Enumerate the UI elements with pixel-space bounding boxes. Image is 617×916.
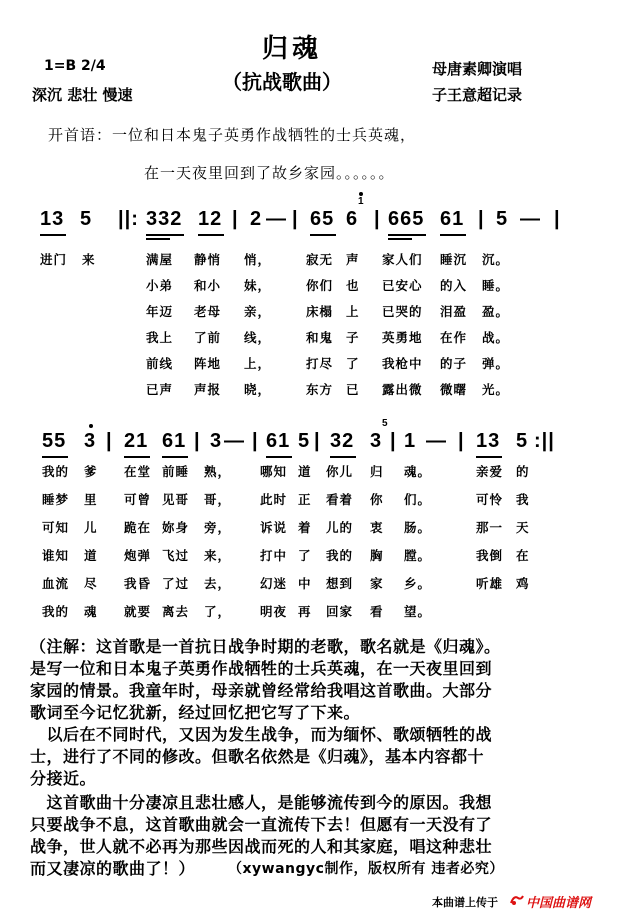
lyric-cell: 我 (516, 492, 530, 507)
lyric-cell: 了 (298, 548, 312, 563)
lyric-cell: 亲爱 (476, 464, 504, 479)
lyric-cell: 沉。 (482, 252, 510, 267)
lyric-cell: 儿的 (326, 520, 354, 535)
lyric-cell: 我昏 (124, 576, 152, 591)
lyric-cell: 去， (204, 576, 232, 591)
note-group: 61 (440, 208, 465, 230)
barline: | (390, 430, 397, 452)
lyric-cell: 血流 (42, 576, 70, 591)
lyric-cell: 满屋 (146, 252, 174, 267)
beat-underline (146, 238, 170, 240)
beat-underline (266, 456, 292, 458)
note-group: 61 (162, 430, 187, 452)
note-line: 歌词至今记忆犹新，经过回忆把它写了下来。 (30, 703, 361, 722)
beat-underline (124, 456, 150, 458)
barline: | (478, 208, 485, 230)
lyric-cell: 打尽 (306, 356, 334, 371)
lyric-cell: 你儿 (326, 464, 354, 479)
lyric-cell: 幻迷 (260, 576, 288, 591)
lyric-cell: 我倒 (476, 548, 504, 563)
lyric-cell: 中 (298, 576, 312, 591)
barline: | (554, 208, 561, 230)
lyric-cell: 静悄 (194, 252, 222, 267)
lyric-cell: 在 (516, 548, 530, 563)
brand-logo-icon (510, 894, 524, 906)
note-group: 12 (198, 208, 223, 230)
lyric-cell: 了过 (162, 576, 190, 591)
note-line: 以后在不同时代，又因为发生战争，而为缅怀、歌颂牺牲的战 (30, 725, 493, 744)
lyric-cell: 魂。 (404, 464, 432, 479)
lyric-cell: 天 (516, 520, 530, 535)
beat-underline (310, 234, 336, 236)
lyric-cell: 胸 (370, 548, 384, 563)
lyric-cell: 衷 (370, 520, 384, 535)
beat-underline (198, 234, 224, 236)
lyric-cell: 年迈 (146, 304, 174, 319)
lyric-cell: 了 (346, 356, 360, 371)
note-line: 家园的情景。我童年时，母亲就曾经常给我唱这首歌曲。大部分 (30, 681, 493, 700)
lyric-cell: 我上 (146, 330, 174, 345)
lyric-cell: 前睡 (162, 464, 190, 479)
lyric-cell: 们。 (404, 492, 432, 507)
high-octave-dot (359, 192, 363, 196)
barline: | (232, 208, 239, 230)
lyric-cell: 和鬼 (306, 330, 334, 345)
lyric-cell: 哪知 (260, 464, 288, 479)
beat-underline (476, 456, 502, 458)
lyric-cell: 乡。 (404, 576, 432, 591)
beat-underline (388, 234, 426, 236)
lyric-cell: 微曙 (440, 382, 468, 397)
lyric-cell: 我的 (42, 604, 70, 619)
note-group: 3 (84, 430, 97, 452)
barline: | (106, 430, 113, 452)
lyric-cell: 炮弹 (124, 548, 152, 563)
note-line: 而又凄凉的歌曲了！） (30, 859, 196, 878)
lyric-cell: 已 (346, 382, 360, 397)
lyric-cell: 看 (370, 604, 384, 619)
lyric-cell: 的入 (440, 278, 468, 293)
note-group: 13 (476, 430, 501, 452)
lyric-cell: 就要 (124, 604, 152, 619)
lyric-cell: 妹， (244, 278, 272, 293)
lyric-cell: 在堂 (124, 464, 152, 479)
brand-link[interactable]: 中国曲谱网 (526, 896, 592, 911)
lyric-cell: 家 (370, 576, 384, 591)
beat-underline (146, 234, 184, 236)
lyric-cell: 肠。 (404, 520, 432, 535)
lyric-cell: 睡。 (482, 278, 510, 293)
lyric-cell: 归 (370, 464, 384, 479)
lyric-cell: 我的 (42, 464, 70, 479)
lyric-cell: 已哭的 (382, 304, 423, 319)
lyric-cell: 鸡 (516, 576, 530, 591)
lyric-cell: 来， (204, 548, 232, 563)
lyric-cell: 在作 (440, 330, 468, 345)
lyric-cell: 见哥 (162, 492, 190, 507)
lyric-cell: 声 (346, 252, 360, 267)
lyric-cell: 跪在 (124, 520, 152, 535)
repeat-start-barline: ||: (118, 208, 139, 230)
lyric-cell: 光。 (482, 382, 510, 397)
note-line: 这首歌曲十分凄凉且悲壮感人，是能够流传到今的原因。我想 (30, 793, 493, 812)
note-dash: — (224, 430, 245, 452)
page-subtitle: （抗战歌曲） (222, 70, 342, 94)
grace-note: 5 (382, 418, 388, 429)
barline: | (292, 208, 299, 230)
lyric-cell: 亲， (244, 304, 272, 319)
tempo-mood: 深沉 悲壮 慢速 (32, 86, 133, 104)
lyric-cell: 妳身 (162, 520, 190, 535)
note-group: 65 (310, 208, 335, 230)
lyric-cell: 盈。 (482, 304, 510, 319)
lyric-cell: 睡梦 (42, 492, 70, 507)
lyric-cell: 可知 (42, 520, 70, 535)
beat-underline (388, 238, 412, 240)
note-group: 21 (124, 430, 149, 452)
note-group: 665 (388, 208, 425, 230)
lyric-cell: 了， (204, 604, 232, 619)
lyric-cell: 前线 (146, 356, 174, 371)
lyric-cell: 声报 (194, 382, 222, 397)
lyric-cell: 露出微 (382, 382, 423, 397)
lyric-cell: 哥， (204, 492, 232, 507)
lyric-cell: 里 (84, 492, 98, 507)
page-title: 归魂 (262, 34, 323, 64)
note-line: （注解：这首歌是一首抗日战争时期的老歌，歌名就是《归魂》。 (30, 637, 501, 656)
lyric-cell: 膛。 (404, 548, 432, 563)
note-group: 6 (346, 208, 359, 230)
copyright-signature: （xywangyc制作，版权所有 违者必究） (228, 861, 504, 877)
note-group: 1 (404, 430, 417, 452)
lyric-cell: 爹 (84, 464, 98, 479)
lyric-cell: 上， (244, 356, 272, 371)
note-group: 5 (496, 208, 509, 230)
note-group: 61 (266, 430, 291, 452)
lyric-cell: 也 (346, 278, 360, 293)
beat-underline (162, 456, 188, 458)
note-group: 5 (516, 430, 529, 452)
lyric-cell: 我枪中 (382, 356, 423, 371)
note-group: 5 (80, 208, 93, 230)
lyric-cell: 睡沉 (440, 252, 468, 267)
lyric-cell: 飞过 (162, 548, 190, 563)
lyric-cell: 旁， (204, 520, 232, 535)
intro-line-2: 在一天夜里回到了故乡家园。。。。。。 (144, 164, 395, 182)
lyric-cell: 再 (298, 604, 312, 619)
barline: | (194, 430, 201, 452)
note-line: 分接近。 (30, 769, 97, 788)
lyric-cell: 魂 (84, 604, 98, 619)
lyric-cell: 泪盈 (440, 304, 468, 319)
note-group: 3 (210, 430, 223, 452)
note-line: 只要战争不息，这首歌曲就会一直流传下去！但愿有一天没有了 (30, 815, 493, 834)
lyric-cell: 正 (298, 492, 312, 507)
lyric-cell: 寂无 (306, 252, 334, 267)
note-dash: — (266, 208, 287, 230)
lyric-cell: 熟， (204, 464, 232, 479)
lyric-cell: 老母 (194, 304, 222, 319)
lyric-cell: 听雄 (476, 576, 504, 591)
lyric-cell: 战。 (482, 330, 510, 345)
lyric-cell: 小弟 (146, 278, 174, 293)
lyric-cell: 此时 (260, 492, 288, 507)
note-line: 战争，世人就不必再为那些因战而死的人和其家庭，唱这种悲壮 (30, 837, 493, 856)
lyric-cell: 看着 (326, 492, 354, 507)
beat-underline (330, 456, 356, 458)
beat-underline (40, 234, 66, 236)
lyric-cell: 道 (298, 464, 312, 479)
note-group: 32 (330, 430, 355, 452)
lyric-cell: 诉说 (260, 520, 288, 535)
lyric-cell: 东方 (306, 382, 334, 397)
lyric-cell: 明夜 (260, 604, 288, 619)
lyric-cell: 了前 (194, 330, 222, 345)
note-dash: — (426, 430, 447, 452)
recorder-credit: 子王意超记录 (432, 86, 523, 104)
intro-line-1: 开首语：一位和日本鬼子英勇作战牺牲的士兵英魂， (48, 126, 417, 144)
beat-underline (42, 456, 68, 458)
barline: | (314, 430, 321, 452)
lyric-cell: 已声 (146, 382, 174, 397)
note-group: 55 (42, 430, 67, 452)
lyric-cell: 着 (298, 520, 312, 535)
lyric-cell: 已安心 (382, 278, 423, 293)
lyric-cell: 来 (82, 252, 96, 267)
lyric-cell: 线， (244, 330, 272, 345)
barline: | (458, 430, 465, 452)
repeat-end-barline: :|| (534, 430, 555, 452)
lyric-cell: 你 (370, 492, 384, 507)
lyric-cell: 可怜 (476, 492, 504, 507)
lyric-cell: 进门 (40, 252, 68, 267)
lyric-cell: 床榻 (306, 304, 334, 319)
lyric-cell: 的 (516, 464, 530, 479)
note-group: 5 (298, 430, 311, 452)
lyric-cell: 弹。 (482, 356, 510, 371)
barline: | (252, 430, 259, 452)
lyric-cell: 打中 (260, 548, 288, 563)
lyric-cell: 儿 (84, 520, 98, 535)
lyric-cell: 上 (346, 304, 360, 319)
lyric-cell: 和小 (194, 278, 222, 293)
barline: | (374, 208, 381, 230)
upload-label: 本曲谱上传于 (432, 896, 498, 909)
beat-underline (440, 234, 466, 236)
lyric-cell: 英勇地 (382, 330, 423, 345)
lyric-cell: 可曾 (124, 492, 152, 507)
lyric-cell: 你们 (306, 278, 334, 293)
lyric-cell: 望。 (404, 604, 432, 619)
lyric-cell: 晓， (244, 382, 272, 397)
note-group: 2 (250, 208, 263, 230)
lyric-cell: 子 (346, 330, 360, 345)
lyric-cell: 回家 (326, 604, 354, 619)
lyric-cell: 道 (84, 548, 98, 563)
note-line: 士，进行了不同的修改。但歌名依然是《归魂》，基本内容都十 (30, 747, 485, 766)
key-signature: 1=B 2/4 (44, 58, 106, 74)
lyric-cell: 的子 (440, 356, 468, 371)
note-group: 13 (40, 208, 65, 230)
note-group: 332 (146, 208, 183, 230)
lyric-cell: 尽 (84, 576, 98, 591)
lyric-cell: 家人们 (382, 252, 423, 267)
high-octave-dot (89, 424, 93, 428)
note-group: 3 (370, 430, 383, 452)
lyric-cell: 想到 (326, 576, 354, 591)
lyric-cell: 那一 (476, 520, 504, 535)
note-dash: — (520, 208, 541, 230)
lyric-cell: 阵地 (194, 356, 222, 371)
lyric-cell: 谁知 (42, 548, 70, 563)
singer-credit: 母唐素卿演唱 (432, 60, 523, 78)
grace-note: 1 (358, 196, 364, 207)
lyric-cell: 我的 (326, 548, 354, 563)
note-line: 是写一位和日本鬼子英勇作战牺牲的士兵英魂，在一天夜里回到 (30, 659, 493, 678)
lyric-cell: 悄， (244, 252, 272, 267)
lyric-cell: 离去 (162, 604, 190, 619)
